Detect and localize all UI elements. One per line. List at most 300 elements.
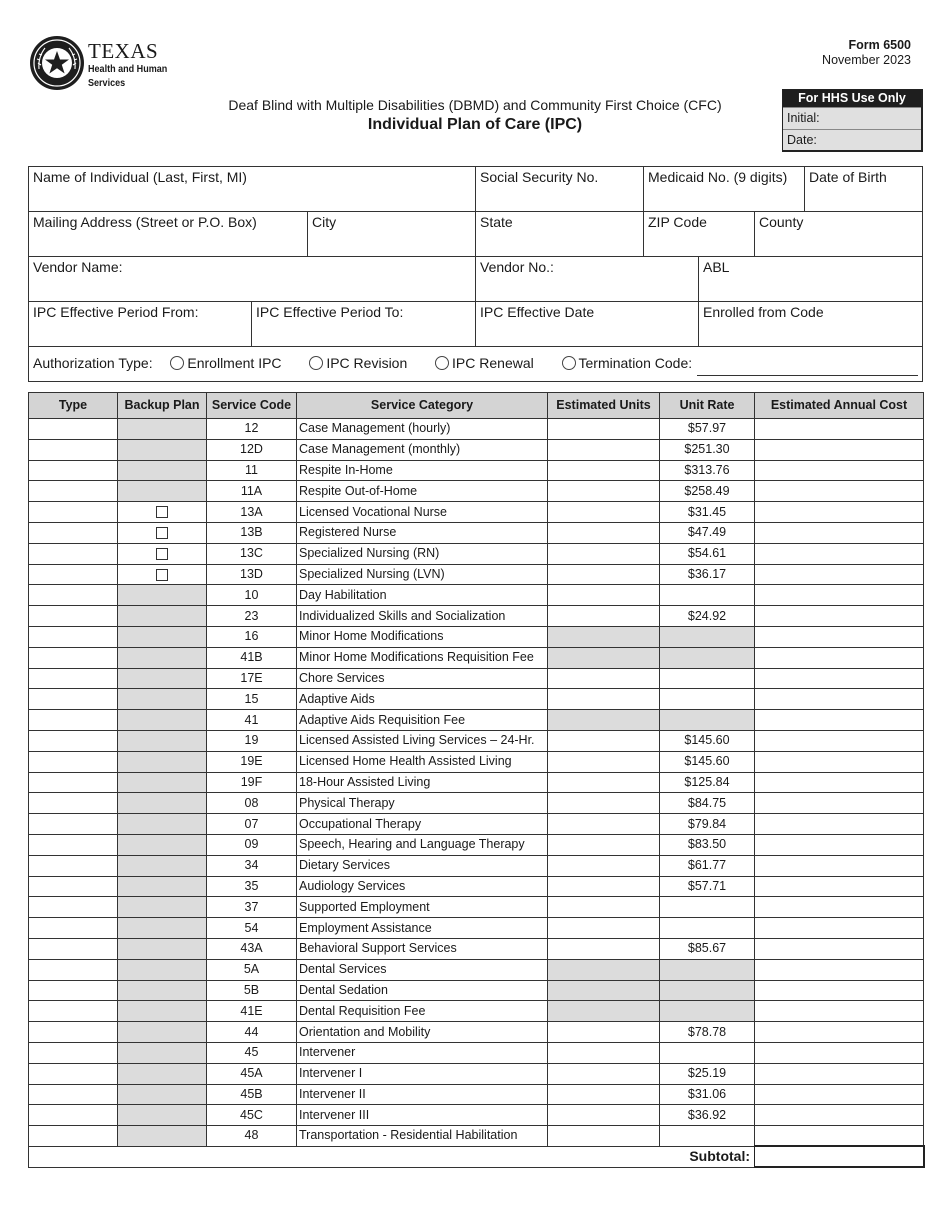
backup-plan-cell <box>118 730 207 751</box>
table-row <box>29 1105 924 1126</box>
unit-rate-cell: $84.75 <box>660 793 755 814</box>
annual-cost-cell[interactable] <box>755 543 924 564</box>
unit-rate-cell <box>660 647 755 668</box>
service-code-cell: 17E <box>207 668 297 689</box>
enrolled-from-field[interactable]: Enrolled from Code <box>703 304 824 320</box>
type-cell[interactable] <box>29 793 118 814</box>
type-cell[interactable] <box>29 1126 118 1147</box>
service-category-cell: Individualized Skills and Socialization <box>297 606 548 627</box>
table-row <box>29 481 924 502</box>
backup-plan-cell <box>118 751 207 772</box>
annual-cost-cell[interactable] <box>755 1042 924 1063</box>
type-cell[interactable] <box>29 689 118 710</box>
annual-cost-cell[interactable] <box>755 793 924 814</box>
service-code-cell: 11A <box>207 481 297 502</box>
service-category-cell: Dietary Services <box>297 855 548 876</box>
col-header-estimated-units: Estimated Units <box>548 393 660 419</box>
service-code-cell: 11 <box>207 460 297 481</box>
table-row <box>29 522 924 543</box>
type-cell[interactable] <box>29 1001 118 1022</box>
service-code-cell: 19E <box>207 751 297 772</box>
abl-field[interactable]: ABL <box>703 259 730 275</box>
annual-cost-cell[interactable] <box>755 481 924 502</box>
info-row-4 <box>29 302 922 347</box>
type-cell[interactable] <box>29 772 118 793</box>
type-cell[interactable] <box>29 710 118 731</box>
estimated-units-cell[interactable] <box>548 502 660 523</box>
type-cell[interactable] <box>29 980 118 1001</box>
backup-plan-cell <box>118 689 207 710</box>
estimated-units-cell[interactable] <box>548 522 660 543</box>
estimated-units-cell[interactable] <box>548 585 660 606</box>
estimated-units-cell[interactable] <box>548 481 660 502</box>
estimated-units-cell[interactable] <box>548 439 660 460</box>
authorization-row <box>29 347 922 381</box>
zip-field[interactable]: ZIP Code <box>644 212 755 256</box>
backup-plan-checkbox[interactable] <box>156 569 168 581</box>
table-row <box>29 1084 924 1105</box>
table-row <box>29 439 924 460</box>
annual-cost-cell[interactable] <box>755 730 924 751</box>
estimated-units-cell[interactable] <box>548 543 660 564</box>
service-code-cell: 45 <box>207 1042 297 1063</box>
unit-rate-cell <box>660 585 755 606</box>
table-row <box>29 626 924 647</box>
unit-rate-cell: $258.49 <box>660 481 755 502</box>
type-cell[interactable] <box>29 647 118 668</box>
unit-rate-cell: $85.67 <box>660 938 755 959</box>
unit-rate-cell <box>660 1042 755 1063</box>
service-category-cell: Case Management (hourly) <box>297 419 548 440</box>
medicaid-field[interactable]: Medicaid No. (9 digits) <box>644 167 805 211</box>
termination-code-input[interactable] <box>697 375 918 376</box>
authorization-type-group <box>33 354 918 371</box>
unit-rate-cell: $25.19 <box>660 1063 755 1084</box>
table-row <box>29 730 924 751</box>
unit-rate-cell <box>660 918 755 939</box>
service-code-cell: 08 <box>207 793 297 814</box>
backup-plan-cell <box>118 855 207 876</box>
form-date: November 2023 <box>822 53 911 67</box>
renewal-label: IPC Renewal <box>452 355 534 372</box>
type-cell[interactable] <box>29 938 118 959</box>
annual-cost-cell[interactable] <box>755 918 924 939</box>
table-row <box>29 1022 924 1043</box>
backup-plan-cell <box>118 1001 207 1022</box>
service-category-cell: Dental Sedation <box>297 980 548 1001</box>
unit-rate-cell: $145.60 <box>660 751 755 772</box>
service-category-cell: Physical Therapy <box>297 793 548 814</box>
service-category-cell: Intervener II <box>297 1084 548 1105</box>
estimated-units-cell[interactable] <box>548 668 660 689</box>
unit-rate-cell <box>660 689 755 710</box>
service-code-cell: 13A <box>207 502 297 523</box>
annual-cost-cell[interactable] <box>755 522 924 543</box>
type-cell[interactable] <box>29 855 118 876</box>
annual-cost-cell[interactable] <box>755 668 924 689</box>
table-row <box>29 1063 924 1084</box>
annual-cost-cell[interactable] <box>755 772 924 793</box>
backup-plan-cell <box>118 419 207 440</box>
estimated-units-cell[interactable] <box>548 897 660 918</box>
annual-cost-cell[interactable] <box>755 439 924 460</box>
services-table-body <box>29 419 924 1147</box>
service-category-cell: Intervener I <box>297 1063 548 1084</box>
unit-rate-cell: $47.49 <box>660 522 755 543</box>
type-cell[interactable] <box>29 606 118 627</box>
service-code-cell: 5B <box>207 980 297 1001</box>
type-cell[interactable] <box>29 626 118 647</box>
form-identifier <box>822 38 911 68</box>
unit-rate-cell: $36.17 <box>660 564 755 585</box>
service-category-cell: Occupational Therapy <box>297 814 548 835</box>
estimated-units-cell[interactable] <box>548 564 660 585</box>
unit-rate-cell: $61.77 <box>660 855 755 876</box>
backup-plan-cell <box>118 959 207 980</box>
type-cell[interactable] <box>29 897 118 918</box>
table-row <box>29 668 924 689</box>
form-number: Form 6500 <box>848 38 911 52</box>
backup-plan-cell <box>118 543 207 564</box>
unit-rate-cell: $78.78 <box>660 1022 755 1043</box>
type-cell[interactable] <box>29 1042 118 1063</box>
type-cell[interactable] <box>29 585 118 606</box>
hhs-date-field[interactable]: Date: <box>783 129 921 151</box>
estimated-units-cell[interactable] <box>548 1063 660 1084</box>
service-code-cell: 10 <box>207 585 297 606</box>
unit-rate-cell: $313.76 <box>660 460 755 481</box>
backup-plan-cell <box>118 460 207 481</box>
service-category-cell: Minor Home Modifications Requisition Fee <box>297 647 548 668</box>
estimated-units-cell[interactable] <box>548 751 660 772</box>
annual-cost-cell[interactable] <box>755 1084 924 1105</box>
annual-cost-cell[interactable] <box>755 980 924 1001</box>
type-cell[interactable] <box>29 543 118 564</box>
dob-field[interactable]: Date of Birth <box>809 169 887 185</box>
type-cell[interactable] <box>29 959 118 980</box>
period-to-field[interactable]: IPC Effective Period To: <box>252 302 476 346</box>
type-cell[interactable] <box>29 419 118 440</box>
estimated-units-cell[interactable] <box>548 1022 660 1043</box>
revision-radio[interactable] <box>309 356 323 370</box>
backup-plan-checkbox[interactable] <box>156 527 168 539</box>
estimated-units-cell[interactable] <box>548 419 660 440</box>
city-field[interactable]: City <box>308 212 476 256</box>
table-row <box>29 606 924 627</box>
service-category-cell: Audiology Services <box>297 876 548 897</box>
service-code-cell: 16 <box>207 626 297 647</box>
type-cell[interactable] <box>29 1105 118 1126</box>
annual-cost-cell[interactable] <box>755 460 924 481</box>
backup-plan-cell <box>118 980 207 1001</box>
type-cell[interactable] <box>29 564 118 585</box>
service-category-cell: Adaptive Aids <box>297 689 548 710</box>
annual-cost-cell[interactable] <box>755 959 924 980</box>
table-row <box>29 876 924 897</box>
service-category-cell: Licensed Home Health Assisted Living <box>297 751 548 772</box>
backup-plan-cell <box>118 439 207 460</box>
table-row <box>29 959 924 980</box>
service-category-cell: Adaptive Aids Requisition Fee <box>297 710 548 731</box>
backup-plan-checkbox[interactable] <box>156 506 168 518</box>
termination-label: Termination Code: <box>578 355 693 372</box>
estimated-units-cell <box>548 959 660 980</box>
backup-plan-cell <box>118 1042 207 1063</box>
service-code-cell: 45C <box>207 1105 297 1126</box>
estimated-units-cell[interactable] <box>548 876 660 897</box>
enrollment-label: Enrollment IPC <box>187 355 282 372</box>
service-code-cell: 13B <box>207 522 297 543</box>
type-cell[interactable] <box>29 876 118 897</box>
type-cell[interactable] <box>29 1084 118 1105</box>
backup-plan-cell <box>118 647 207 668</box>
backup-plan-cell <box>118 585 207 606</box>
annual-cost-cell[interactable] <box>755 419 924 440</box>
table-row <box>29 585 924 606</box>
ssn-field[interactable]: Social Security No. <box>476 167 644 211</box>
annual-cost-cell[interactable] <box>755 626 924 647</box>
col-header-service-code: Service Code <box>207 393 297 419</box>
unit-rate-cell: $57.97 <box>660 419 755 440</box>
service-code-cell: 48 <box>207 1126 297 1147</box>
subtotal-input[interactable] <box>755 1146 924 1167</box>
state-field[interactable]: State <box>476 212 644 256</box>
annual-cost-cell[interactable] <box>755 647 924 668</box>
service-code-cell: 41E <box>207 1001 297 1022</box>
county-field[interactable]: County <box>759 214 804 230</box>
subtotal-label: Subtotal: <box>29 1146 755 1167</box>
estimated-units-cell[interactable] <box>548 938 660 959</box>
backup-plan-cell <box>118 814 207 835</box>
info-row-3 <box>29 257 922 302</box>
annual-cost-cell[interactable] <box>755 710 924 731</box>
hhs-initial-field[interactable]: Initial: <box>783 107 921 129</box>
annual-cost-cell[interactable] <box>755 689 924 710</box>
annual-cost-cell[interactable] <box>755 876 924 897</box>
table-row <box>29 419 924 440</box>
type-cell[interactable] <box>29 751 118 772</box>
table-row <box>29 918 924 939</box>
annual-cost-cell[interactable] <box>755 1126 924 1147</box>
type-cell[interactable] <box>29 730 118 751</box>
type-cell[interactable] <box>29 1063 118 1084</box>
service-code-cell: 35 <box>207 876 297 897</box>
agency-subtitle-1: Health and Human <box>88 63 168 75</box>
estimated-units-cell <box>548 980 660 1001</box>
service-code-cell: 15 <box>207 689 297 710</box>
service-category-cell: Respite In-Home <box>297 460 548 481</box>
annual-cost-cell[interactable] <box>755 1022 924 1043</box>
table-header-row <box>29 393 924 419</box>
service-code-cell: 12D <box>207 439 297 460</box>
unit-rate-cell: $125.84 <box>660 772 755 793</box>
type-cell[interactable] <box>29 668 118 689</box>
table-row <box>29 502 924 523</box>
unit-rate-cell <box>660 1126 755 1147</box>
estimated-units-cell[interactable] <box>548 855 660 876</box>
service-code-cell: 19 <box>207 730 297 751</box>
service-code-cell: 23 <box>207 606 297 627</box>
service-category-cell: Orientation and Mobility <box>297 1022 548 1043</box>
unit-rate-cell <box>660 959 755 980</box>
service-category-cell: Minor Home Modifications <box>297 626 548 647</box>
renewal-radio[interactable] <box>435 356 449 370</box>
agency-title: TEXAS <box>88 39 159 63</box>
estimated-units-cell[interactable] <box>548 918 660 939</box>
backup-plan-cell <box>118 876 207 897</box>
backup-plan-cell <box>118 1126 207 1147</box>
annual-cost-cell[interactable] <box>755 938 924 959</box>
info-row-2 <box>29 212 922 257</box>
unit-rate-cell: $31.45 <box>660 502 755 523</box>
col-header-type: Type <box>29 393 118 419</box>
backup-plan-cell <box>118 897 207 918</box>
estimated-units-cell[interactable] <box>548 606 660 627</box>
texas-seal-icon <box>29 35 85 91</box>
estimated-units-cell[interactable] <box>548 834 660 855</box>
annual-cost-cell[interactable] <box>755 564 924 585</box>
annual-cost-cell[interactable] <box>755 1001 924 1022</box>
unit-rate-cell: $83.50 <box>660 834 755 855</box>
service-code-cell: 07 <box>207 814 297 835</box>
service-code-cell: 19F <box>207 772 297 793</box>
type-cell[interactable] <box>29 834 118 855</box>
backup-plan-cell <box>118 1105 207 1126</box>
individual-info-section <box>28 166 923 382</box>
estimated-units-cell <box>548 626 660 647</box>
address-field[interactable]: Mailing Address (Street or P.O. Box) <box>29 212 308 256</box>
estimated-units-cell[interactable] <box>548 1042 660 1063</box>
unit-rate-cell: $79.84 <box>660 814 755 835</box>
type-cell[interactable] <box>29 918 118 939</box>
type-cell[interactable] <box>29 814 118 835</box>
estimated-units-cell[interactable] <box>548 460 660 481</box>
table-row <box>29 814 924 835</box>
annual-cost-cell[interactable] <box>755 855 924 876</box>
backup-plan-checkbox[interactable] <box>156 548 168 560</box>
backup-plan-cell <box>118 502 207 523</box>
backup-plan-cell <box>118 772 207 793</box>
unit-rate-cell <box>660 710 755 731</box>
estimated-units-cell[interactable] <box>548 814 660 835</box>
annual-cost-cell[interactable] <box>755 585 924 606</box>
annual-cost-cell[interactable] <box>755 897 924 918</box>
unit-rate-cell: $36.92 <box>660 1105 755 1126</box>
type-cell[interactable] <box>29 460 118 481</box>
type-cell[interactable] <box>29 439 118 460</box>
service-code-cell: 41B <box>207 647 297 668</box>
table-row <box>29 793 924 814</box>
type-cell[interactable] <box>29 522 118 543</box>
service-code-cell: 41 <box>207 710 297 731</box>
services-table <box>28 392 925 1168</box>
termination-radio[interactable] <box>562 356 576 370</box>
table-row <box>29 710 924 731</box>
unit-rate-cell <box>660 668 755 689</box>
unit-rate-cell: $31.06 <box>660 1084 755 1105</box>
table-row <box>29 460 924 481</box>
service-category-cell: Chore Services <box>297 668 548 689</box>
estimated-units-cell[interactable] <box>548 1126 660 1147</box>
estimated-units-cell[interactable] <box>548 1105 660 1126</box>
agency-logo <box>29 35 189 93</box>
service-category-cell: Employment Assistance <box>297 918 548 939</box>
backup-plan-cell <box>118 918 207 939</box>
table-row <box>29 897 924 918</box>
subtotal-row <box>29 1146 924 1167</box>
type-cell[interactable] <box>29 502 118 523</box>
service-category-cell: Intervener III <box>297 1105 548 1126</box>
table-row <box>29 834 924 855</box>
revision-label: IPC Revision <box>326 355 408 372</box>
table-row <box>29 1001 924 1022</box>
estimated-units-cell[interactable] <box>548 1084 660 1105</box>
effective-date-field[interactable]: IPC Effective Date <box>476 302 699 346</box>
annual-cost-cell[interactable] <box>755 834 924 855</box>
backup-plan-cell <box>118 668 207 689</box>
backup-plan-cell <box>118 1022 207 1043</box>
service-code-cell: 5A <box>207 959 297 980</box>
vendor-name-field[interactable]: Vendor Name: <box>29 257 476 301</box>
table-row <box>29 647 924 668</box>
annual-cost-cell[interactable] <box>755 814 924 835</box>
annual-cost-cell[interactable] <box>755 1105 924 1126</box>
service-code-cell: 13D <box>207 564 297 585</box>
enrollment-radio[interactable] <box>170 356 184 370</box>
service-code-cell: 34 <box>207 855 297 876</box>
form-subtitle: Deaf Blind with Multiple Disabilities (DBMD) and Community First Choice (CFC) <box>228 97 722 113</box>
table-row <box>29 564 924 585</box>
estimated-units-cell[interactable] <box>548 689 660 710</box>
authorization-label: Authorization Type: <box>33 355 153 372</box>
annual-cost-cell[interactable] <box>755 606 924 627</box>
service-category-cell: Transportation - Residential Habilitation <box>297 1126 548 1147</box>
table-row <box>29 689 924 710</box>
backup-plan-cell <box>118 710 207 731</box>
service-code-cell: 45B <box>207 1084 297 1105</box>
table-row <box>29 938 924 959</box>
estimated-units-cell <box>548 1001 660 1022</box>
annual-cost-cell[interactable] <box>755 751 924 772</box>
type-cell[interactable] <box>29 481 118 502</box>
table-row <box>29 1126 924 1147</box>
table-row <box>29 543 924 564</box>
vendor-no-field[interactable]: Vendor No.: <box>476 257 699 301</box>
service-code-cell: 43A <box>207 938 297 959</box>
estimated-units-cell[interactable] <box>548 793 660 814</box>
annual-cost-cell[interactable] <box>755 502 924 523</box>
service-category-cell: Specialized Nursing (LVN) <box>297 564 548 585</box>
unit-rate-cell: $145.60 <box>660 730 755 751</box>
service-category-cell: Behavioral Support Services <box>297 938 548 959</box>
table-row <box>29 980 924 1001</box>
estimated-units-cell[interactable] <box>548 730 660 751</box>
unit-rate-cell <box>660 897 755 918</box>
backup-plan-cell <box>118 793 207 814</box>
backup-plan-cell <box>118 522 207 543</box>
service-category-cell: Supported Employment <box>297 897 548 918</box>
unit-rate-cell: $54.61 <box>660 543 755 564</box>
backup-plan-cell <box>118 606 207 627</box>
unit-rate-cell: $57.71 <box>660 876 755 897</box>
type-cell[interactable] <box>29 1022 118 1043</box>
period-from-field[interactable]: IPC Effective Period From: <box>29 302 252 346</box>
annual-cost-cell[interactable] <box>755 1063 924 1084</box>
table-row <box>29 855 924 876</box>
estimated-units-cell[interactable] <box>548 772 660 793</box>
name-field[interactable]: Name of Individual (Last, First, MI) <box>29 167 476 211</box>
col-header-unit-rate: Unit Rate <box>660 393 755 419</box>
